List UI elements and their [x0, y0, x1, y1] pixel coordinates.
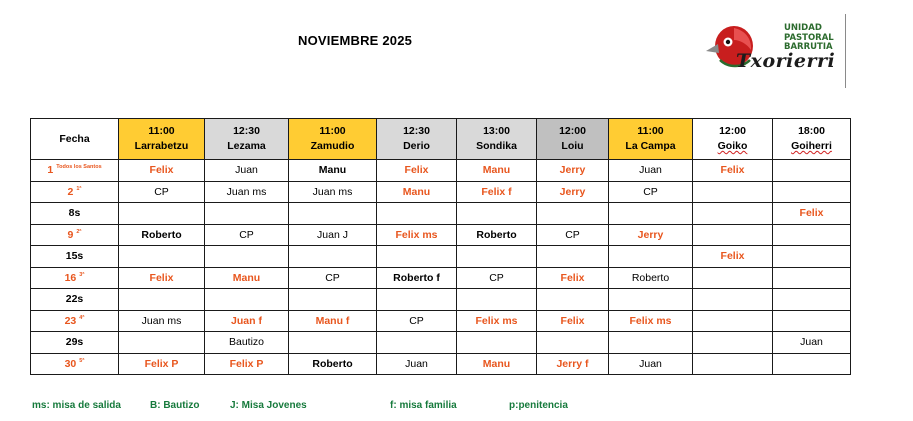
date-cell: 15s [31, 246, 119, 268]
table-row [31, 224, 851, 246]
schedule-cell [289, 246, 377, 268]
table-row [31, 181, 851, 203]
logo-subtitle: UNIDAD PASTORAL BARRUTIA [784, 23, 834, 52]
schedule-cell [537, 289, 609, 311]
schedule-cell [377, 332, 457, 354]
schedule-cell [205, 289, 289, 311]
schedule-cell: Jerry f [537, 353, 609, 375]
schedule-cell [693, 203, 773, 225]
schedule-cell [693, 181, 773, 203]
schedule-cell [119, 289, 205, 311]
header-sondika: 13:00 Sondika [457, 119, 537, 160]
schedule-cell: CP [289, 267, 377, 289]
schedule-cell: Felix ms [457, 310, 537, 332]
date-cell: 23 $^{4ª}$ [31, 310, 119, 332]
legend-item: f: misa familia [390, 400, 457, 411]
schedule-cell [377, 289, 457, 311]
schedule-cell [457, 332, 537, 354]
legend-item: J: Misa Jovenes [230, 400, 307, 411]
legend-item: ms: misa de salida [32, 400, 121, 411]
table-row [31, 310, 851, 332]
schedule-cell: Juan [773, 332, 851, 354]
schedule-cell: Roberto f [377, 267, 457, 289]
schedule-cell: Jerry [609, 224, 693, 246]
schedule-cell: Felix ms [609, 310, 693, 332]
date-cell: 2 $^{1ª}$ [31, 181, 119, 203]
schedule-cell: Felix [693, 160, 773, 182]
schedule-cell: Felix [537, 310, 609, 332]
schedule-cell: Manu [457, 160, 537, 182]
schedule-table [30, 118, 851, 375]
table-row [31, 246, 851, 268]
schedule-cell [693, 310, 773, 332]
schedule-cell: Juan ms [119, 310, 205, 332]
date-cell: 16 $^{3ª}$ [31, 267, 119, 289]
schedule-cell: Roberto [119, 224, 205, 246]
schedule-cell: Juan J [289, 224, 377, 246]
table-row [31, 267, 851, 289]
date-cell: 8s [31, 203, 119, 225]
schedule-cell [773, 310, 851, 332]
schedule-cell: Felix f [457, 181, 537, 203]
schedule-cell [609, 289, 693, 311]
schedule-cell: Roberto [609, 267, 693, 289]
schedule-cell: Felix [537, 267, 609, 289]
schedule-cell [377, 246, 457, 268]
schedule-cell: Juan f [205, 310, 289, 332]
schedule-body [31, 160, 851, 375]
header-derio: 12:30 Derio [377, 119, 457, 160]
header-row [31, 119, 851, 160]
schedule-cell [289, 203, 377, 225]
schedule-cell [457, 246, 537, 268]
schedule-cell [119, 203, 205, 225]
schedule-cell: CP [609, 181, 693, 203]
schedule-cell [377, 203, 457, 225]
schedule-cell: Juan [609, 160, 693, 182]
schedule-cell [119, 332, 205, 354]
schedule-cell [205, 203, 289, 225]
schedule-cell: Roberto [457, 224, 537, 246]
schedule-cell: Manu [289, 160, 377, 182]
schedule-cell: CP [377, 310, 457, 332]
schedule-cell: Juan [377, 353, 457, 375]
schedule-cell: Felix [693, 246, 773, 268]
legend-item: B: Bautizo [150, 400, 200, 411]
date-cell: 1 $^{Todos los Santos}$ [31, 160, 119, 182]
header-fecha: Fecha [31, 119, 119, 160]
schedule-cell [693, 224, 773, 246]
header-lezama: 12:30 Lezama [205, 119, 289, 160]
schedule-cell [457, 203, 537, 225]
schedule-cell: Juan [205, 160, 289, 182]
schedule-cell: Jerry [537, 181, 609, 203]
schedule-cell: Felix [377, 160, 457, 182]
schedule-cell [609, 203, 693, 225]
schedule-cell: Felix [119, 160, 205, 182]
header-goiko: 12:00 Goiko [693, 119, 773, 160]
date-cell: 9 $^{2ª}$ [31, 224, 119, 246]
page-title: NOVIEMBRE 2025 [298, 33, 413, 48]
schedule-cell [457, 289, 537, 311]
schedule-cell: Juan ms [289, 181, 377, 203]
table-row [31, 203, 851, 225]
legend-item: p:penitencia [509, 400, 568, 411]
logo-brand-text: Txorierri [736, 50, 836, 72]
date-cell: 22s [31, 289, 119, 311]
schedule-cell [609, 246, 693, 268]
schedule-cell [693, 332, 773, 354]
header-goiherri: 18:00 Goiherri [773, 119, 851, 160]
schedule-cell [773, 267, 851, 289]
schedule-cell [289, 332, 377, 354]
table-row [31, 353, 851, 375]
schedule-cell [205, 246, 289, 268]
schedule-cell: Manu f [289, 310, 377, 332]
schedule-cell: CP [457, 267, 537, 289]
schedule-cell [693, 267, 773, 289]
schedule-cell: Roberto [289, 353, 377, 375]
schedule-cell: Juan ms [205, 181, 289, 203]
schedule-cell [773, 160, 851, 182]
header-larrabetzu: 11:00 Larrabetzu [119, 119, 205, 160]
schedule-cell: CP [537, 224, 609, 246]
schedule-cell: Felix P [119, 353, 205, 375]
date-cell: 30 $^{5ª}$ [31, 353, 119, 375]
schedule-cell: Manu [377, 181, 457, 203]
schedule-cell [773, 246, 851, 268]
schedule-cell: Juan [609, 353, 693, 375]
schedule-cell: CP [119, 181, 205, 203]
schedule-cell [289, 289, 377, 311]
schedule-cell [609, 332, 693, 354]
header-la-campa: 11:00 La Campa [609, 119, 693, 160]
table-row [31, 332, 851, 354]
header-zamudio: 11:00 Zamudio [289, 119, 377, 160]
schedule-cell: Bautizo [205, 332, 289, 354]
schedule-cell: Felix [119, 267, 205, 289]
schedule-cell: Felix ms [377, 224, 457, 246]
logo-divider [845, 14, 846, 88]
schedule-cell [773, 181, 851, 203]
schedule-cell [693, 353, 773, 375]
schedule-cell [773, 224, 851, 246]
date-cell: 29s [31, 332, 119, 354]
table-row [31, 160, 851, 182]
schedule-cell [773, 289, 851, 311]
schedule-cell [537, 332, 609, 354]
schedule-cell: Manu [457, 353, 537, 375]
schedule-cell [537, 203, 609, 225]
schedule-cell: Felix P [205, 353, 289, 375]
legend [32, 400, 892, 414]
schedule-cell [119, 246, 205, 268]
schedule-cell [773, 353, 851, 375]
schedule-cell: Felix [773, 203, 851, 225]
schedule-cell [537, 246, 609, 268]
txorierri-logo [700, 12, 850, 90]
schedule-cell [693, 289, 773, 311]
schedule-cell: CP [205, 224, 289, 246]
table-row [31, 289, 851, 311]
header-loiu: 12:00 Loiu [537, 119, 609, 160]
schedule-cell: Manu [205, 267, 289, 289]
schedule-cell: Jerry [537, 160, 609, 182]
